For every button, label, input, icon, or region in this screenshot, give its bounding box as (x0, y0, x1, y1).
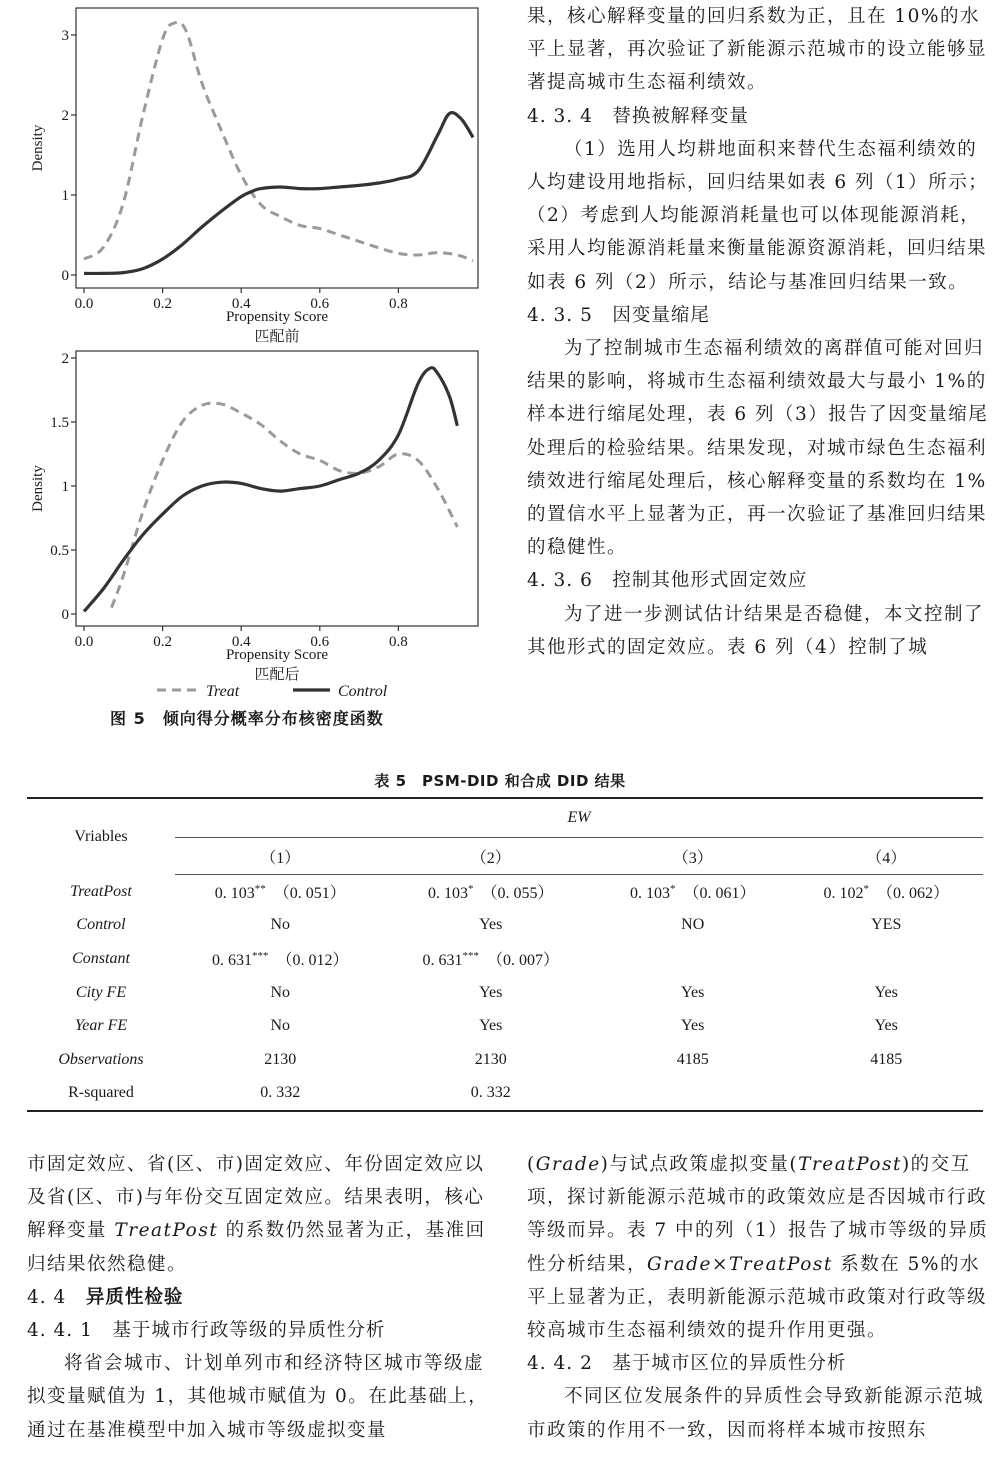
panel-title: 匹配后 (254, 667, 300, 683)
panel-title: 匹配前 (254, 329, 300, 345)
row-label: R-squared (27, 1077, 175, 1112)
row-label: Constant (72, 949, 130, 967)
standard-error: （0. 051） (273, 885, 346, 903)
table-cell (789, 875, 983, 909)
table-cell (175, 1077, 385, 1112)
table-header-row (27, 798, 983, 838)
cell-value: 0. 631 (422, 952, 463, 970)
column-number: （3） (596, 838, 790, 875)
x-tick-label: 0.0 (74, 296, 94, 312)
table-row (27, 909, 983, 943)
significance-stars: *** (462, 950, 479, 963)
paragraph: (Grade)与试点政策虚拟变量(TreatPost)的交互项，探讨新能源示范城市的政策效应是否因城市行政等级而异。表 7 中的列（1）报告了城市等级的异质性分析结果，Grade×TreatPost 系数在 5%的水平上显著为正，表明新能源示范城市政策对行政等级较高城市生态福利绩效的提升作用更强。 (527, 1154, 989, 1342)
table-cell (596, 976, 790, 1010)
table-cell (385, 909, 595, 943)
paragraph: 为了控制城市生态福利绩效的离群值可能对回归结果的影响，将城市生态福利绩效最大与最小 1%的样本进行缩尾处理，表 6 列（3）报告了因变量缩尾处理后的检验结果。结果发现，对城市绿色生态福利绩效进行缩尾处理后，核心解释变量的系数均在 1%的置信水平上显著为正，再一次验证了基准回归结果的稳健性。 (527, 338, 989, 559)
table-cell (596, 875, 790, 909)
table-cell (175, 976, 385, 1010)
table-cell (175, 875, 385, 909)
results-table-wrap (27, 797, 983, 1112)
cell-value: No (270, 983, 291, 1001)
table-row (27, 976, 983, 1010)
table-cell (596, 1009, 790, 1043)
table-row (27, 1043, 983, 1077)
row-label: Control (76, 916, 126, 934)
table-row (27, 875, 983, 909)
text-column-bottom-left (27, 1148, 489, 1447)
series-line-control (84, 368, 457, 612)
table-cell (596, 909, 790, 943)
cell-value: 0. 103 (629, 885, 670, 903)
table-cell (385, 976, 595, 1010)
x-axis-label: Propensity Score (225, 309, 329, 325)
table-cell (789, 942, 983, 976)
series-line-control (84, 113, 473, 274)
cell-value: NO (681, 916, 705, 934)
table-cell (385, 1043, 595, 1077)
table-cell (175, 942, 385, 976)
cell-value: 0. 103 (214, 885, 255, 903)
row-label: TreatPost (70, 882, 132, 900)
row-label: Year FE (74, 1017, 128, 1035)
table-cell (789, 1009, 983, 1043)
cell-value: 4185 (676, 1050, 709, 1068)
x-axis-label: Propensity Score (225, 647, 329, 663)
results-table (27, 797, 983, 1112)
table-cell (789, 909, 983, 943)
x-tick-label: 0.8 (389, 634, 408, 650)
section-heading-4-3-6: 4. 3. 6 控制其他形式固定效应 (527, 570, 808, 592)
y-tick-label: 0 (61, 607, 69, 623)
y-tick-label: 1.5 (50, 415, 69, 431)
dependent-variable-header: EW (175, 798, 983, 838)
y-axis-label: Density (30, 124, 46, 172)
cell-value: No (270, 1017, 291, 1035)
paragraph: 果，核心解释变量的回归系数为正，且在 10%的水平上显著，再次验证了新能源示范城市的设立能够显著提高城市生态福利绩效。 (527, 6, 988, 94)
table-cell (385, 1077, 595, 1112)
y-tick-label: 0.5 (50, 543, 69, 559)
significance-stars: * (669, 883, 676, 896)
table-cell (175, 1043, 385, 1077)
legend-label-control: Control (338, 683, 388, 700)
series-line-treat (112, 403, 458, 607)
y-tick-label: 1 (61, 479, 69, 495)
series-line-treat (84, 22, 473, 260)
cell-value: Yes (479, 983, 503, 1001)
figure-caption: 图 5 倾向得分概率分布核密度函数 (110, 709, 384, 728)
cell-value: Yes (874, 983, 898, 1001)
cell-value: 4185 (870, 1050, 903, 1068)
cell-value: No (270, 916, 291, 934)
paragraph: 将省会城市、计划单列市和经济特区城市等级虚拟变量赋值为 1，其他城市赋值为 0。在此基础上，通过在基准模型中加入城市等级虚拟变量 (27, 1353, 489, 1441)
text-column-bottom-right (527, 1148, 989, 1447)
y-tick-label: 1 (61, 188, 69, 204)
significance-stars: * (863, 883, 869, 896)
table-row (27, 1009, 983, 1043)
row-label: City FE (75, 983, 127, 1001)
x-tick-label: 0.6 (310, 634, 330, 650)
table-cell (385, 875, 595, 909)
table-cell (789, 1077, 983, 1112)
figure-5 (0, 0, 500, 730)
cell-value: 0. 102 (823, 885, 864, 903)
standard-error: （0. 007） (486, 952, 559, 970)
x-tick-label: 0.6 (310, 296, 330, 312)
paragraph: （1）选用人均耕地面积来替代生态福利绩效的人均建设用地指标，回归结果如表 6 列（1）所示；（2）考虑到人均能源消耗量也可以体现能源消耗，采用人均能源消耗量来衡量能源资源消耗，回归结果如表 6 列（2）所示，结论与基准回归结果一致。 (527, 138, 989, 293)
cell-value: 2130 (474, 1050, 507, 1068)
table-cell (596, 942, 790, 976)
cell-value: 0. 332 (260, 1084, 301, 1102)
row-label: Observations (58, 1050, 144, 1068)
plot-frame (76, 351, 478, 626)
x-tick-label: 0.0 (74, 634, 94, 650)
table-cell (385, 942, 595, 976)
cell-value: Yes (874, 1017, 898, 1035)
table-cell (596, 1077, 790, 1112)
cell-value: Yes (479, 916, 503, 934)
x-tick-label: 0.2 (153, 634, 172, 650)
text-column-right-top (527, 0, 989, 664)
table-cell (385, 1009, 595, 1043)
x-tick-label: 0.8 (389, 296, 408, 312)
cell-value: Yes (681, 1017, 705, 1035)
section-heading-4-4-2: 4. 4. 2 基于城市区位的异质性分析 (527, 1353, 847, 1375)
standard-error: （0. 062） (876, 885, 949, 903)
significance-stars: ** (254, 883, 266, 896)
x-tick-label: 0.4 (231, 634, 251, 650)
x-tick-label: 0.4 (231, 296, 251, 312)
paragraph: 市固定效应、省(区、市)固定效应、年份固定效应以及省(区、市)与年份交互固定效应。结果表明，核心解释变量 TreatPost 的系数仍然显著为正，基准回归结果依然稳健。 (27, 1154, 486, 1275)
table-row (27, 942, 983, 976)
variables-header: Vriables (27, 798, 175, 875)
table-cell (175, 1009, 385, 1043)
table-row (27, 1077, 983, 1112)
y-tick-label: 3 (61, 28, 69, 44)
section-heading-4-4: 4. 4 异质性检验 (27, 1286, 184, 1308)
section-heading-4-4-1: 4. 4. 1 基于城市行政等级的异质性分析 (27, 1320, 386, 1342)
cell-value: Yes (479, 1017, 503, 1035)
y-tick-label: 2 (61, 351, 69, 367)
standard-error: （0. 012） (276, 952, 349, 970)
cell-value: Yes (681, 983, 705, 1001)
paragraph: 为了进一步测试估计结果是否稳健，本文控制了其他形式的固定效应。表 6 列（4）控制了城 (527, 603, 985, 658)
x-tick-label: 0.2 (153, 296, 172, 312)
standard-error: （0. 061） (683, 885, 756, 903)
table-cell (789, 1043, 983, 1077)
cell-value: 2130 (264, 1050, 297, 1068)
y-tick-label: 2 (61, 108, 69, 124)
significance-stars: * (467, 883, 474, 896)
table-cell (596, 1043, 790, 1077)
section-heading-4-3-4: 4. 3. 4 替换被解释变量 (527, 105, 749, 127)
table-cell (789, 976, 983, 1010)
y-tick-label: 0 (61, 268, 69, 284)
cell-value: 0. 103 (427, 885, 468, 903)
legend-label-treat: Treat (206, 683, 240, 700)
significance-stars: *** (251, 950, 269, 963)
section-heading-4-3-5: 4. 3. 5 因变量缩尾 (527, 304, 710, 326)
table-title: 表 5 PSM-DID 和合成 DID 结果 (374, 772, 626, 790)
cell-value: 0. 332 (470, 1084, 511, 1102)
column-number: （1） (175, 838, 385, 875)
cell-value: 0. 631 (211, 952, 252, 970)
standard-error: （0. 055） (481, 885, 554, 903)
column-number: （4） (789, 838, 983, 875)
paragraph: 不同区位发展条件的异质性会导致新能源示范城市政策的作用不一致，因而将样本城市按照东 (527, 1386, 985, 1441)
column-number: （2） (385, 838, 595, 875)
table-cell (175, 909, 385, 943)
y-axis-label: Density (30, 465, 46, 512)
cell-value: YES (871, 916, 902, 934)
